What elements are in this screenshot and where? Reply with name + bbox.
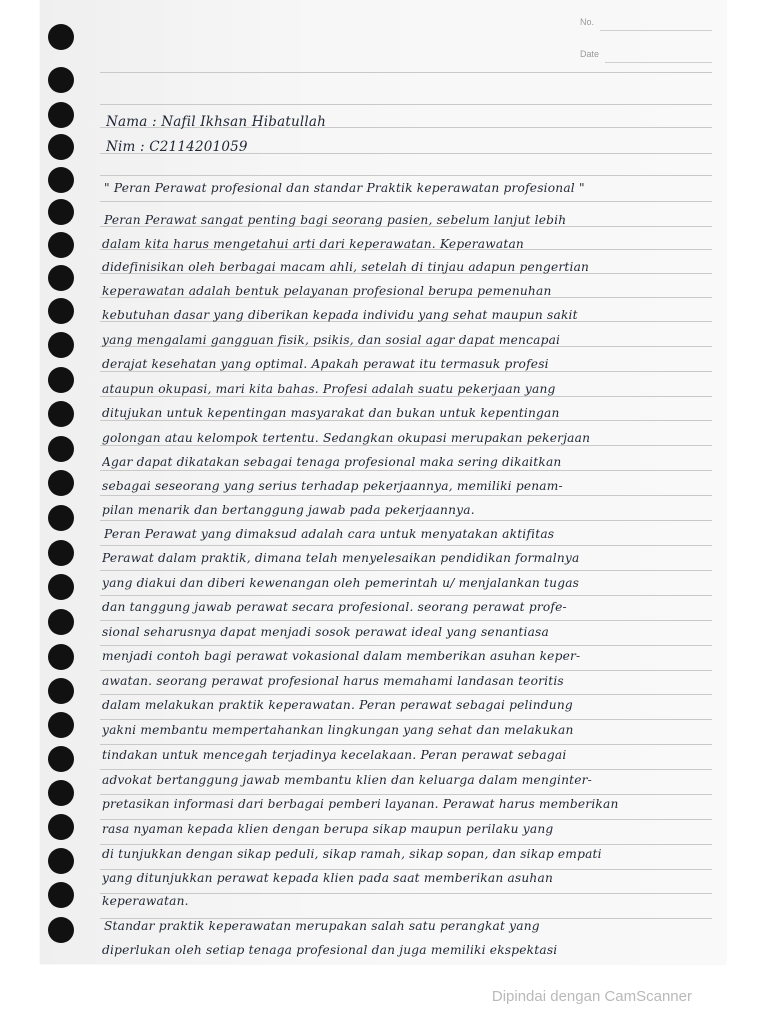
essay-line: pretasikan informasi dari berbagai pemberi layanan. Perawat harus memberikan xyxy=(102,797,619,811)
binder-hole xyxy=(48,401,74,427)
binder-hole xyxy=(48,298,74,324)
date-line xyxy=(605,62,712,63)
ruled-line xyxy=(100,570,712,571)
essay-line: pilan menarik dan bertanggung jawab pada pekerjaannya. xyxy=(102,503,475,517)
essay-line: Agar dapat dikatakan sebagai tenaga profesional maka sering dikaitkan xyxy=(102,455,562,469)
ruled-line xyxy=(100,694,712,695)
ruled-line xyxy=(100,445,712,446)
binder-hole xyxy=(48,67,74,93)
name-line: Nama : Nafil Ikhsan Hibatullah xyxy=(106,114,327,130)
binder-hole xyxy=(48,134,74,160)
binder-hole xyxy=(48,332,74,358)
essay-line: tindakan untuk mencegah terjadinya kecelakaan. Peran perawat sebagai xyxy=(102,748,567,762)
ruled-line xyxy=(100,520,712,521)
binder-holes xyxy=(48,24,74,954)
essay-line: didefinisikan oleh berbagai macam ahli, setelah di tinjau adapun pengertian xyxy=(102,260,590,274)
essay-line: yang ditunjukkan perawat kepada klien pada saat memberikan asuhan xyxy=(102,871,553,885)
essay-line: yang diakui dan diberi kewenangan oleh pemerintah u/ menjalankan tugas xyxy=(102,576,580,590)
ruled-line xyxy=(100,645,712,646)
essay-line: kebutuhan dasar yang diberikan kepada individu yang sehat maupun sakit xyxy=(102,308,578,322)
ruled-line xyxy=(100,72,712,73)
essay-line: dalam melakukan praktik keperawatan. Peran perawat sebagai pelindung xyxy=(102,698,573,712)
essay-line: advokat bertanggung jawab membantu klien dan keluarga dalam menginter- xyxy=(102,773,592,787)
essay-line: ditujukan untuk kepentingan masyarakat dan bukan untuk kepentingan xyxy=(102,406,560,420)
binder-hole xyxy=(48,167,74,193)
binder-hole xyxy=(48,232,74,258)
binder-hole xyxy=(48,780,74,806)
ruled-line xyxy=(100,844,712,845)
essay-title: " Peran Perawat profesional dan standar Praktik keperawatan profesional " xyxy=(104,181,585,195)
essay-line: di tunjukkan dengan sikap peduli, sikap ramah, sikap sopan, dan sikap empati xyxy=(102,847,602,861)
binder-hole xyxy=(48,917,74,943)
essay-line: keperawatan. xyxy=(102,894,189,908)
notebook-page xyxy=(40,0,726,964)
essay-line: yakni membantu mempertahankan lingkungan yang sehat dan melakukan xyxy=(102,723,574,737)
no-label: No. xyxy=(580,17,595,27)
essay-line: golongan atau kelompok tertentu. Sedangkan okupasi merupakan pekerjaan xyxy=(102,431,591,445)
binder-hole xyxy=(48,265,74,291)
ruled-line xyxy=(100,396,712,397)
ruled-line xyxy=(100,819,712,820)
binder-hole xyxy=(48,470,74,496)
ruled-line xyxy=(100,794,712,795)
binder-hole xyxy=(48,540,74,566)
ruled-line xyxy=(100,104,712,105)
essay-line: menjadi contoh bagi perawat vokasional dalam memberikan asuhan keper- xyxy=(102,649,581,663)
essay-line: dalam kita harus mengetahui arti dari keperawatan. Keperawatan xyxy=(102,237,524,251)
essay-line: rasa nyaman kepada klien dengan berupa sikap maupun perilaku yang xyxy=(102,822,554,836)
binder-hole xyxy=(48,199,74,225)
essay-line: Peran Perawat yang dimaksud adalah cara untuk menyatakan aktifitas xyxy=(104,527,555,541)
binder-hole xyxy=(48,712,74,738)
essay-line: yang mengalami gangguan fisik, psikis, dan sosial agar dapat mencapai xyxy=(102,333,561,347)
essay-line: diperlukan oleh setiap tenaga profesional dan juga memiliki ekspektasi xyxy=(102,943,558,957)
binder-hole xyxy=(48,102,74,128)
ruled-line xyxy=(100,595,712,596)
ruled-line xyxy=(100,545,712,546)
binder-hole xyxy=(48,436,74,462)
essay-line: derajat kesehatan yang optimal. Apakah perawat itu termasuk profesi xyxy=(102,357,549,371)
essay-line: Standar praktik keperawatan merupakan salah satu perangkat yang xyxy=(104,919,540,933)
binder-hole xyxy=(48,746,74,772)
binder-hole xyxy=(48,644,74,670)
ruled-line xyxy=(100,670,712,671)
binder-hole xyxy=(48,882,74,908)
ruled-line xyxy=(100,495,712,496)
binder-hole xyxy=(48,505,74,531)
binder-hole xyxy=(48,609,74,635)
nim-line: Nim : C2114201059 xyxy=(106,139,248,155)
ruled-line xyxy=(100,620,712,621)
camscanner-footer: Dipindai dengan CamScanner xyxy=(491,988,692,1005)
ruled-line xyxy=(100,175,712,176)
binder-hole xyxy=(48,678,74,704)
essay-line: sebagai seseorang yang serius terhadap pekerjaannya, memiliki penam- xyxy=(102,479,563,493)
ruled-line xyxy=(100,719,712,720)
ruled-line xyxy=(100,744,712,745)
ruled-line xyxy=(100,769,712,770)
date-label: Date xyxy=(580,49,600,59)
ruled-line xyxy=(100,470,712,471)
ruled-line xyxy=(100,371,712,372)
essay-line: awatan. seorang perawat profesional harus memahami landasan teoritis xyxy=(102,674,564,688)
binder-hole xyxy=(48,367,74,393)
binder-hole xyxy=(48,24,74,50)
binder-hole xyxy=(48,814,74,840)
ruled-line xyxy=(100,420,712,421)
essay-line: Perawat dalam praktik, dimana telah menyelesaikan pendidikan formalnya xyxy=(102,551,580,565)
binder-hole xyxy=(48,574,74,600)
ruled-line xyxy=(100,869,712,870)
ruled-line xyxy=(100,201,712,202)
binder-hole xyxy=(48,848,74,874)
essay-line: dan tanggung jawab perawat secara profesional. seorang perawat profe- xyxy=(102,600,567,614)
essay-line: sional seharusnya dapat menjadi sosok perawat ideal yang senantiasa xyxy=(102,625,549,639)
essay-line: Peran Perawat sangat penting bagi seorang pasien, sebelum lanjut lebih xyxy=(104,213,567,227)
no-line xyxy=(600,30,712,31)
essay-line: ataupun okupasi, mari kita bahas. Profesi adalah suatu pekerjaan yang xyxy=(102,382,556,396)
essay-line: keperawatan adalah bentuk pelayanan profesional berupa pemenuhan xyxy=(102,284,552,298)
